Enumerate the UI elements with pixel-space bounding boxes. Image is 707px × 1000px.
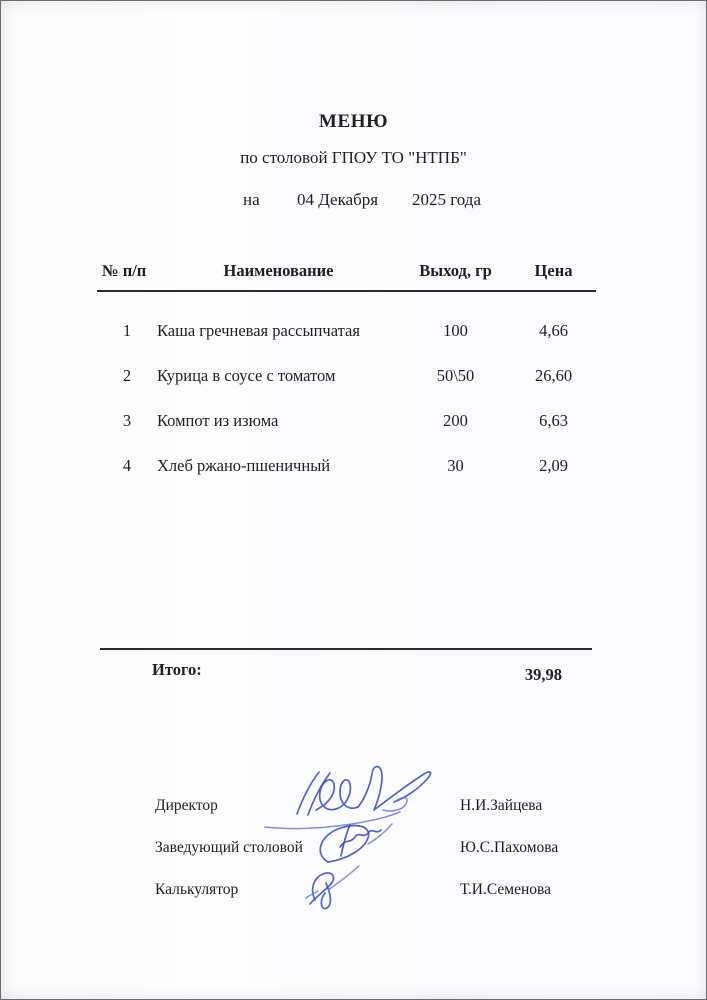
col-header-price: Цена xyxy=(534,261,573,280)
col-header-name: Наименование xyxy=(223,261,334,280)
date-year: 2025 года xyxy=(412,190,482,209)
dish-name: Хлеб ржано-пшеничный xyxy=(157,456,331,475)
signer-role: Калькулятор xyxy=(155,881,239,898)
dish-name: Курица в соусе с томатом xyxy=(157,366,336,385)
row-number: 1 xyxy=(122,321,132,340)
signature-row-director xyxy=(155,797,595,816)
row-number: 4 xyxy=(122,456,132,475)
table-header-row xyxy=(97,255,596,292)
dish-price: 26,60 xyxy=(534,366,573,385)
total-row xyxy=(100,648,592,685)
signer-role: Заведующий столовой xyxy=(155,839,303,856)
dish-price: 6,63 xyxy=(539,411,568,430)
signer-name: Н.И.Зайцева xyxy=(460,797,543,814)
dish-output: 30 xyxy=(447,456,464,475)
dish-price: 4,66 xyxy=(539,321,568,340)
table-row xyxy=(97,364,596,387)
dish-output: 200 xyxy=(443,411,468,430)
dish-name: Компот из изюма xyxy=(157,411,279,430)
signer-name: Ю.С.Пахомова xyxy=(460,839,559,856)
table-row xyxy=(97,409,596,432)
signer-name: Т.И.Семенова xyxy=(460,881,551,898)
date-prefix: на xyxy=(243,190,260,209)
table-row xyxy=(97,454,596,477)
document-subtitle: по столовой ГПОУ ТО "НТПБ" xyxy=(240,148,467,167)
dish-output: 50\50 xyxy=(436,366,475,385)
dish-price: 2,09 xyxy=(539,456,568,475)
total-value: 39,98 xyxy=(524,665,562,684)
document-title: МЕНЮ xyxy=(318,111,389,132)
signature-row-calculator xyxy=(155,881,595,900)
signature-row-canteen-manager xyxy=(155,839,595,858)
dish-output: 100 xyxy=(443,321,468,340)
col-header-number: № п/п xyxy=(102,261,147,280)
dish-name: Каша гречневая рассыпчатая xyxy=(157,321,360,340)
date-day-month: 04 Декабря xyxy=(297,190,379,209)
total-label: Итого: xyxy=(152,660,202,679)
signer-role: Директор xyxy=(155,797,218,814)
col-header-output: Выход, гр xyxy=(419,261,492,280)
table-row xyxy=(97,319,596,342)
row-number: 3 xyxy=(122,411,132,430)
row-number: 2 xyxy=(122,366,132,385)
menu-table xyxy=(97,255,596,477)
